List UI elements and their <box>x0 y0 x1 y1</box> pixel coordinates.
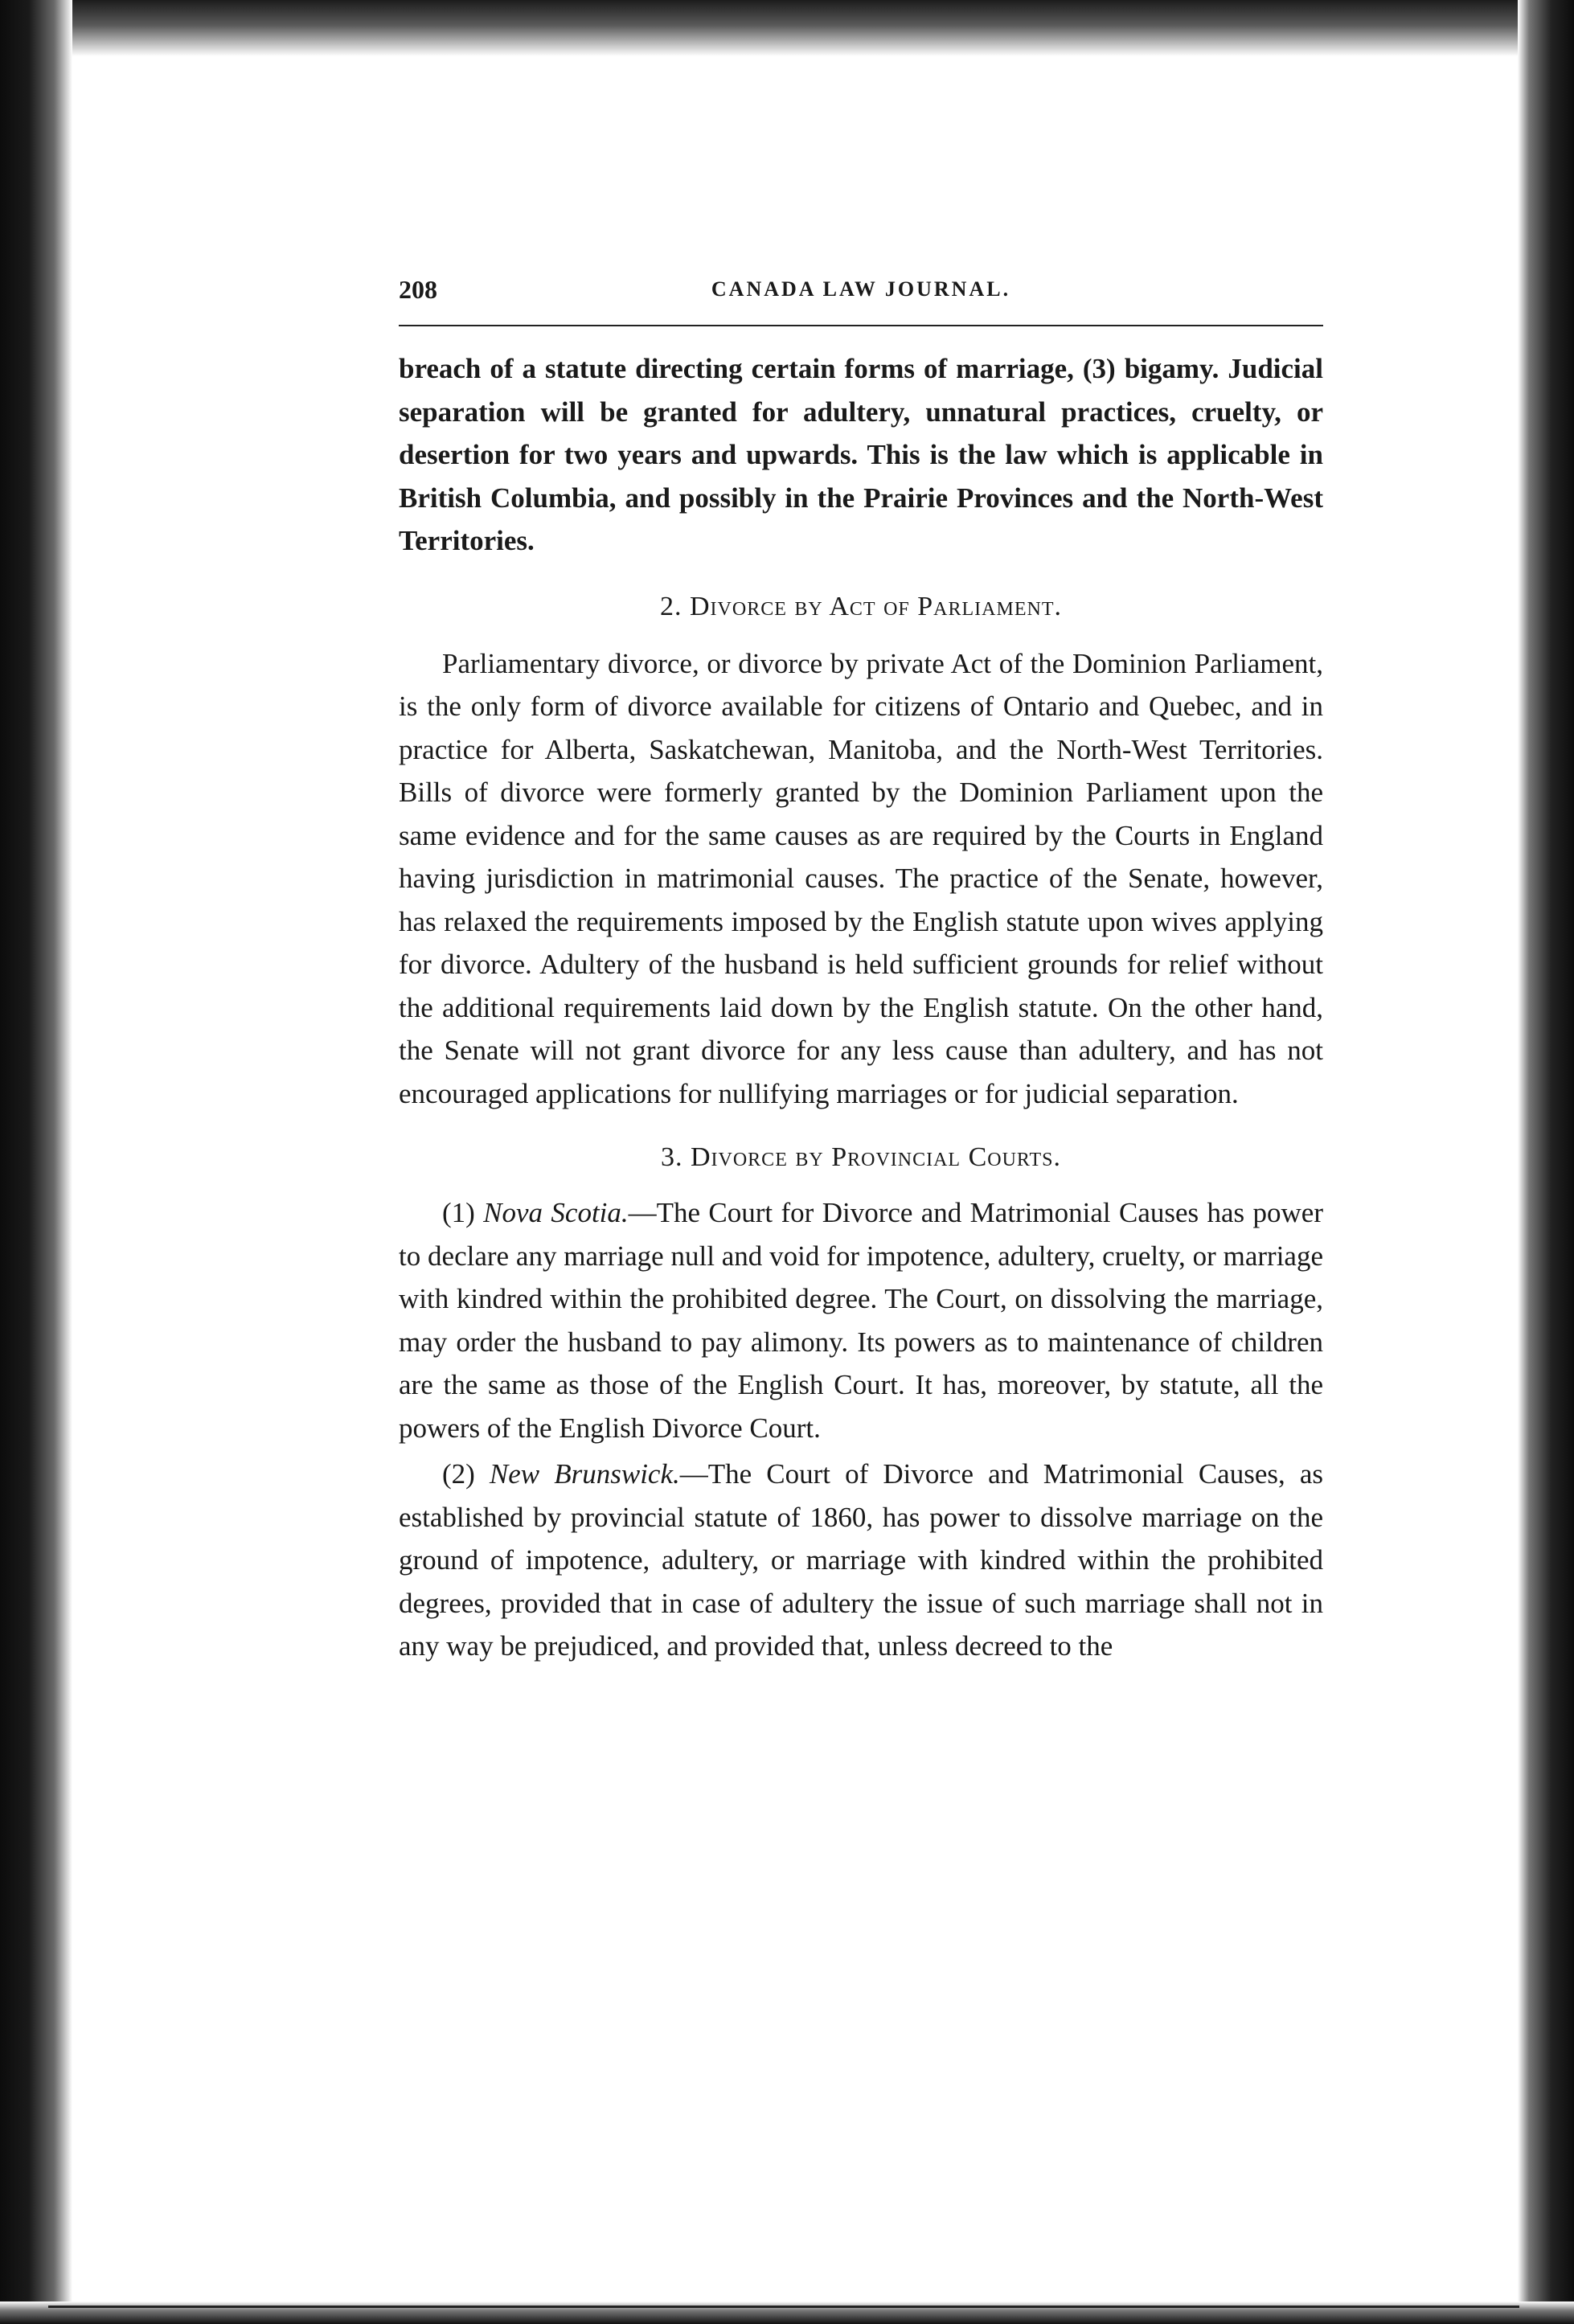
header-rule <box>399 325 1323 326</box>
paragraph-new-brunswick <box>399 1453 1323 1668</box>
paragraph-nova-scotia <box>399 1191 1323 1449</box>
section-heading-provincial-courts: 3. Divorce by Provincial Courts. <box>660 1142 1062 1172</box>
subheading-nova-scotia: Nova Scotia. <box>483 1197 629 1228</box>
section-heading-parliament: 2. Divorce by Act of Parliament. <box>660 591 1062 621</box>
subheading-new-brunswick: New Brunswick. <box>489 1458 680 1490</box>
scan-border-top <box>0 0 1574 56</box>
paragraph-body: —The Court for Divorce and Matrimonial Causes has power to declare any marriage null and void for impotence, adultery, cruelty, or marriage with kindred within the prohibited degree. The Court, on dissolving the marriage, may order the husband to pay alimony. Its powers as to maintenance of children are the same as those of the English Court. It has, moreover, by statute, all the powers of the English Divorce Court. <box>399 1197 1323 1444</box>
paragraph-parliamentary-divorce: Parliamentary divorce, or divorce by private Act of the Dominion Parliament, is the only form of divorce available for citizens of Ontario and Quebec, and in practice for Alberta, Saskatchewan, Manitoba, and the North-West Territories. Bills of divorce were formerly granted by the Dominion Parliament upon the same evidence and for the same causes as are required by the Courts in England having jurisdiction in matrimonial causes. The practice of the Senate, however, has relaxed the requirements imposed by the English statute upon wives applying for divorce. Adultery of the husband is held sufficient grounds for relief without the additional requirements laid down by the English statute. On the other hand, the Senate will not grant divorce for any less cause than adultery, and has not encouraged applications for nullifying marriages or for judicial separation. <box>399 647 1323 1109</box>
scan-border-right <box>1518 0 1574 2324</box>
page-number: 208 <box>399 275 437 304</box>
journal-title: CANADA LAW JOURNAL. <box>711 277 1011 301</box>
item-number: (1) <box>442 1197 484 1228</box>
scan-bottom-line <box>48 2306 1519 2308</box>
document-page <box>399 273 1323 1668</box>
paragraph-continued: breach of a statute directing certain forms of marriage, (3) bigamy. Judicial separation will be granted for adultery, unnatural practices, cruelty, or desertion for two years and upwards. This is the law which is applicable in British Columbia, and possibly in the Prairie Provinces and the North-West Territories. <box>399 353 1323 556</box>
item-number: (2) <box>442 1458 490 1490</box>
scan-border-left <box>0 0 72 2324</box>
paragraph-body: —The Court of Divorce and Matrimonial Causes, as established by provincial statute of 1860, has power to dissolve marriage on the ground of impotence, adultery, or marriage with kindred within the prohibited degrees, provided that in case of adultery the issue of such marriage shall not in any way be prejudiced, and provided that, unless decreed to the <box>399 1458 1323 1662</box>
running-head <box>399 273 1323 305</box>
